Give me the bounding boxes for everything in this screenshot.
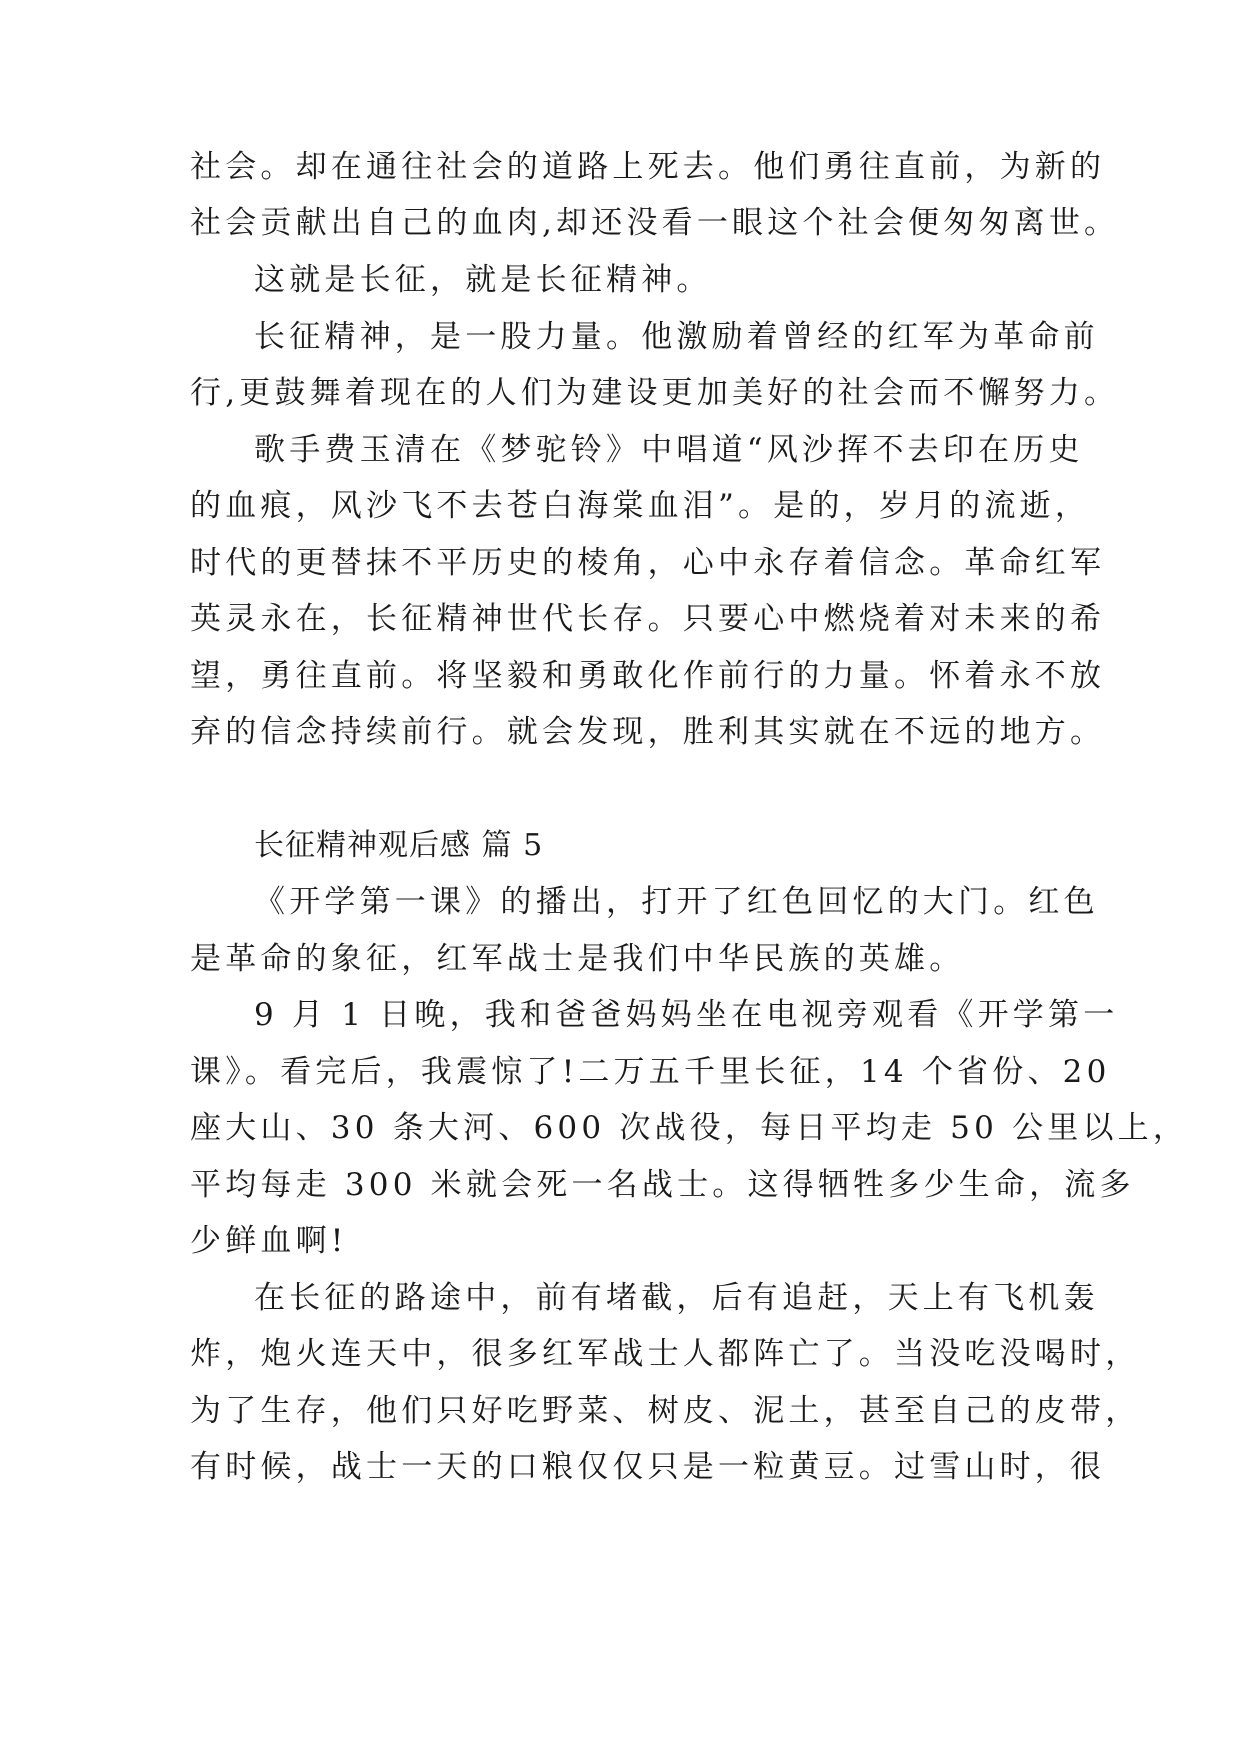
paragraph-line: 弃的信念持续前行。就会发现，胜利其实就在不远的地方。 [190,714,1106,750]
section-heading: 长征精神观后感 篇 5 [254,828,544,863]
paragraph-line: 行,更鼓舞着现在的人们为建设更加美好的社会而不懈努力。 [190,375,1120,411]
paragraph-line: 这就是长征，就是长征精神。 [254,262,712,298]
paragraph-line: 少鲜血啊! [190,1223,348,1259]
paragraph-line: 长征精神，是一股力量。他激励着曾经的红军为革命前 [254,319,1099,355]
paragraph-line: 《开学第一课》的播出，打开了红色回忆的大门。红色 [254,884,1099,920]
paragraph-line: 有时候，战士一天的口粮仅仅只是一粒黄豆。过雪山时，很 [190,1449,1106,1485]
paragraph-line: 时代的更替抹不平历史的棱角，心中永存着信念。革命红军 [190,545,1106,581]
paragraph-line: 为了生存，他们只好吃野菜、树皮、泥土，甚至自己的皮带， [190,1393,1141,1429]
paragraph-line: 是革命的象征，红军战士是我们中华民族的英雄。 [190,941,965,977]
paragraph-line: 座大山、30 条大河、600 次战役，每日平均走 50 公里以上， [190,1110,1189,1146]
paragraph-line: 课》。看完后，我震惊了!二万五千里长征，14 个省份、20 [190,1054,1111,1090]
paragraph-line: 社会。却在通往社会的道路上死去。他们勇往直前，为新的 [190,149,1106,185]
paragraph-line: 在长征的路途中，前有堵截，后有追赶，天上有飞机轰 [254,1280,1099,1316]
paragraph-line: 英灵永在，长征精神世代长存。只要心中燃烧着对未来的希 [190,601,1106,637]
paragraph-line: 9 月 1 日晚，我和爸爸妈妈坐在电视旁观看《开学第一 [254,997,1119,1033]
paragraph-line: 社会贡献出自己的血肉,却还没看一眼这个社会便匆匆离世。 [190,205,1120,241]
paragraph-line: 平均每走 300 米就会死一名战士。这得牺牲多少生命，流多 [190,1167,1135,1203]
paragraph-line: 的血痕，风沙飞不去苍白海棠血泪”。是的，岁月的流逝， [190,488,1091,524]
paragraph-line: 歌手费玉清在《梦驼铃》中唱道“风沙挥不去印在历史 [254,432,1084,468]
paragraph-line: 望，勇往直前。将坚毅和勇敢化作前行的力量。怀着永不放 [190,658,1106,694]
paragraph-line: 炸，炮火连天中，很多红军战士人都阵亡了。当没吃没喝时， [190,1336,1141,1372]
